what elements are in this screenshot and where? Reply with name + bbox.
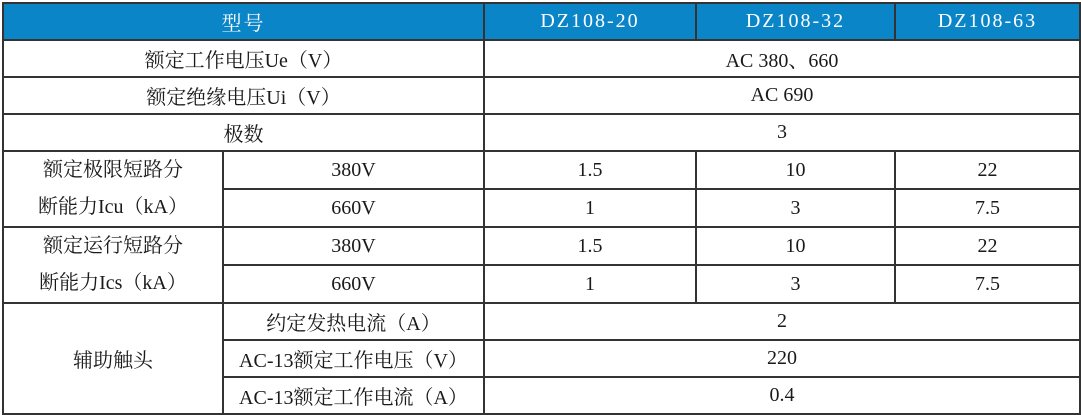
icu-group-label-cell: [3, 151, 223, 227]
ics-380v-label: 380V: [223, 227, 484, 265]
icu-660v-dz108-32-value: 3: [696, 189, 895, 227]
rated-insulation-voltage-value: AC 690: [484, 77, 1080, 114]
aux-ac13-current-label: AC-13额定工作电流（A）: [223, 377, 484, 414]
model-label-header-cell: 型号: [3, 3, 484, 40]
rated-insulation-voltage-row: [3, 77, 1080, 114]
model-dz108-20-header-cell: DZ108-20: [484, 3, 696, 40]
icu-380v-dz108-20-value: 1.5: [484, 151, 696, 189]
icu-380v-label: 380V: [223, 151, 484, 189]
icu-380v-row: [3, 151, 1080, 189]
poles-value: 3: [484, 114, 1080, 151]
breaker-spec-table: [2, 2, 1081, 415]
icu-660v-label: 660V: [223, 189, 484, 227]
icu-660v-dz108-20-value: 1: [484, 189, 696, 227]
ics-660v-dz108-20-value: 1: [484, 265, 696, 303]
aux-heating-current-row: [3, 303, 1080, 340]
ics-660v-dz108-63-value: 7.5: [895, 265, 1080, 303]
ics-label-line2: 断能力Ics（kA）: [39, 272, 187, 294]
aux-heating-current-label: 约定发热电流（A）: [223, 303, 484, 340]
model-dz108-63-header-cell: DZ108-63: [895, 3, 1080, 40]
aux-ac13-voltage-value: 220: [484, 340, 1080, 377]
ics-label-line1: 额定运行短路分: [43, 235, 183, 257]
aux-heating-current-value: 2: [484, 303, 1080, 340]
rated-working-voltage-value: AC 380、660: [484, 40, 1080, 77]
ics-group-label-cell: [3, 227, 223, 303]
rated-working-voltage-label: 额定工作电压Ue（V）: [3, 40, 484, 77]
aux-ac13-voltage-label: AC-13额定工作电压（V）: [223, 340, 484, 377]
icu-660v-dz108-63-value: 7.5: [895, 189, 1080, 227]
ics-660v-label: 660V: [223, 265, 484, 303]
icu-380v-dz108-32-value: 10: [696, 151, 895, 189]
ics-380v-dz108-63-value: 22: [895, 227, 1080, 265]
ics-380v-dz108-32-value: 10: [696, 227, 895, 265]
rated-insulation-voltage-label: 额定绝缘电压Ui（V）: [3, 77, 484, 114]
aux-ac13-current-value: 0.4: [484, 377, 1080, 414]
rated-working-voltage-row: [3, 40, 1080, 77]
header-row: [3, 3, 1080, 40]
icu-label-line1: 额定极限短路分: [43, 159, 183, 181]
auxiliary-contact-group-label: 辅助触头: [3, 303, 223, 414]
ics-660v-dz108-32-value: 3: [696, 265, 895, 303]
poles-label: 极数: [3, 114, 484, 151]
icu-label-line2: 断能力Icu（kA）: [38, 196, 188, 218]
ics-380v-dz108-20-value: 1.5: [484, 227, 696, 265]
poles-row: [3, 114, 1080, 151]
model-dz108-32-header-cell: DZ108-32: [696, 3, 895, 40]
ics-380v-row: [3, 227, 1080, 265]
icu-380v-dz108-63-value: 22: [895, 151, 1080, 189]
